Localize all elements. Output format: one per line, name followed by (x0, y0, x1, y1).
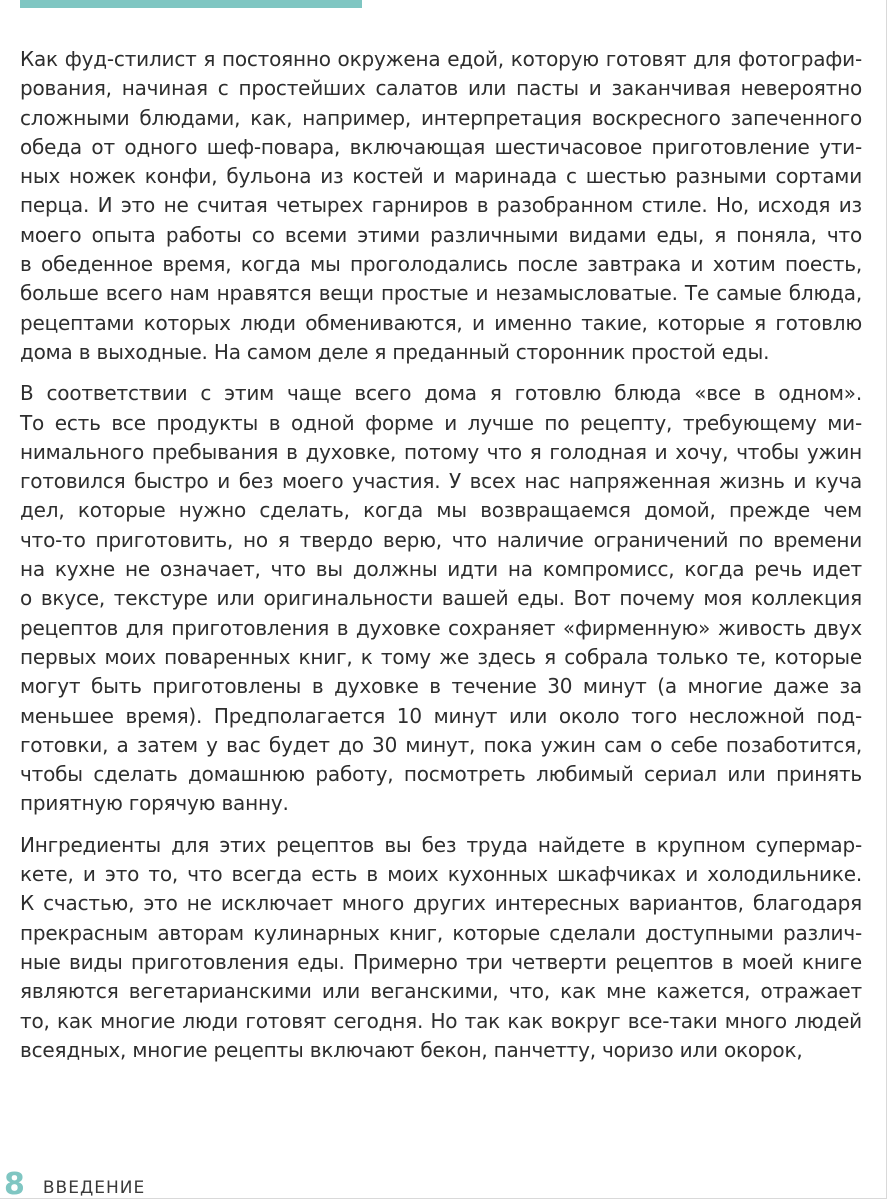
text-line: рецептов для приготовления в духовке сохраняет «фирменную» живость двух (20, 615, 862, 640)
body-text (20, 45, 862, 1077)
text-line: готовился быстро и без моего участия. У всех нас напряженная жизнь и куча (20, 469, 862, 494)
text-line: В соответствии с этим чаще всего дома я готовлю блюда «все в одном». (20, 381, 862, 406)
paragraph-2 (20, 379, 862, 818)
text-line: Как фуд-стилист я постоянно окружена едой, которую готовят для фотографи- (20, 47, 862, 71)
text-line: нимального пребывания в духовке, потому что я голодная и хочу, чтобы ужин (20, 439, 862, 464)
paragraph-3 (20, 831, 862, 1065)
text-line: К счастью, это не исключает много других интересных вариантов, благодаря (20, 891, 862, 916)
text-line: всеядных, многие рецепты включают бекон, панчетту, чоризо или окорок, (20, 1037, 803, 1062)
text-line: то, как многие люди готовят сегодня. Но так как вокруг все-таки много людей (20, 1008, 862, 1033)
text-line: То есть все продукты в одной форме и лучше по рецепту, требующему ми- (20, 410, 862, 435)
section-name: ВВЕДЕНИЕ (42, 1178, 146, 1198)
text-line: являются вегетарианскими или веганскими, что, как мне кажется, отражает (20, 979, 862, 1004)
text-line: прекрасным авторам кулинарных книг, которые сделали доступными различ- (20, 920, 862, 945)
text-line: ные виды приготовления еды. Примерно три четверти рецептов в моей книге (20, 949, 862, 974)
text-line: Ингредиенты для этих рецептов вы без труда найдете в крупном супермар- (20, 832, 862, 857)
text-line: обеда от одного шеф-повара, включающая шестичасовое приготовление ути- (20, 134, 862, 159)
text-line: рования, начиная с простейших салатов или пасты и заканчивая невероятно (20, 76, 862, 101)
text-line: на кухне не означает, что вы должны идти на компромисс, когда речь идет (20, 557, 862, 582)
text-line: перца. И это не считая четырех гарниров в разобранном стиле. Но, исходя из (20, 193, 862, 218)
text-line: ных ножек конфи, бульона из костей и маринада с шестью разными сортами (20, 164, 862, 189)
text-line: рецептами которых люди обмениваются, и именно такие, которые я готовлю (20, 310, 862, 335)
text-line: первых моих поваренных книг, к тому же здесь я собрала только те, которые (20, 644, 862, 669)
paragraph-1 (20, 45, 862, 367)
text-line: дома в выходные. На самом деле я преданный сторонник простой еды. (20, 339, 770, 364)
text-line: о вкусе, текстуре или оригинальности вашей еды. Вот почему моя коллекция (20, 586, 862, 611)
text-line: чтобы сделать домашнюю работу, посмотреть любимый сериал или принять (20, 762, 862, 787)
text-line: что-то приготовить, но я твердо верю, что наличие ограничений по времени (20, 527, 862, 552)
text-line: готовки, а затем у вас будет до 30 минут, пока ужин сам о себе позаботится, (20, 732, 862, 757)
text-line: кете, и это то, что всегда есть в моих кухонных шкафчиках и холодильнике. (20, 862, 862, 887)
text-line: могут быть приготовлены в духовке в течение 30 минут (а многие даже за (20, 674, 862, 699)
text-line: дел, которые нужно сделать, когда мы возвращаемся домой, прежде чем (20, 498, 862, 523)
text-line: в обеденное время, когда мы проголодались после завтрака и хотим поесть, (20, 252, 862, 277)
page-number: 8 (4, 1167, 25, 1202)
text-line: сложными блюдами, как, например, интерпретация воскресного запеченного (20, 105, 862, 130)
text-line: меньшее время). Предполагается 10 минут или около того несложной под- (20, 703, 862, 728)
text-line: больше всего нам нравятся вещи простые и незамысловатые. Те самые блюда, (20, 281, 862, 306)
page-footer (4, 1164, 145, 1200)
top-accent-bar (20, 0, 362, 8)
text-line: приятную горячую ванну. (20, 791, 289, 816)
text-line: моего опыта работы со всеми этими различными видами еды, я поняла, что (20, 222, 862, 247)
